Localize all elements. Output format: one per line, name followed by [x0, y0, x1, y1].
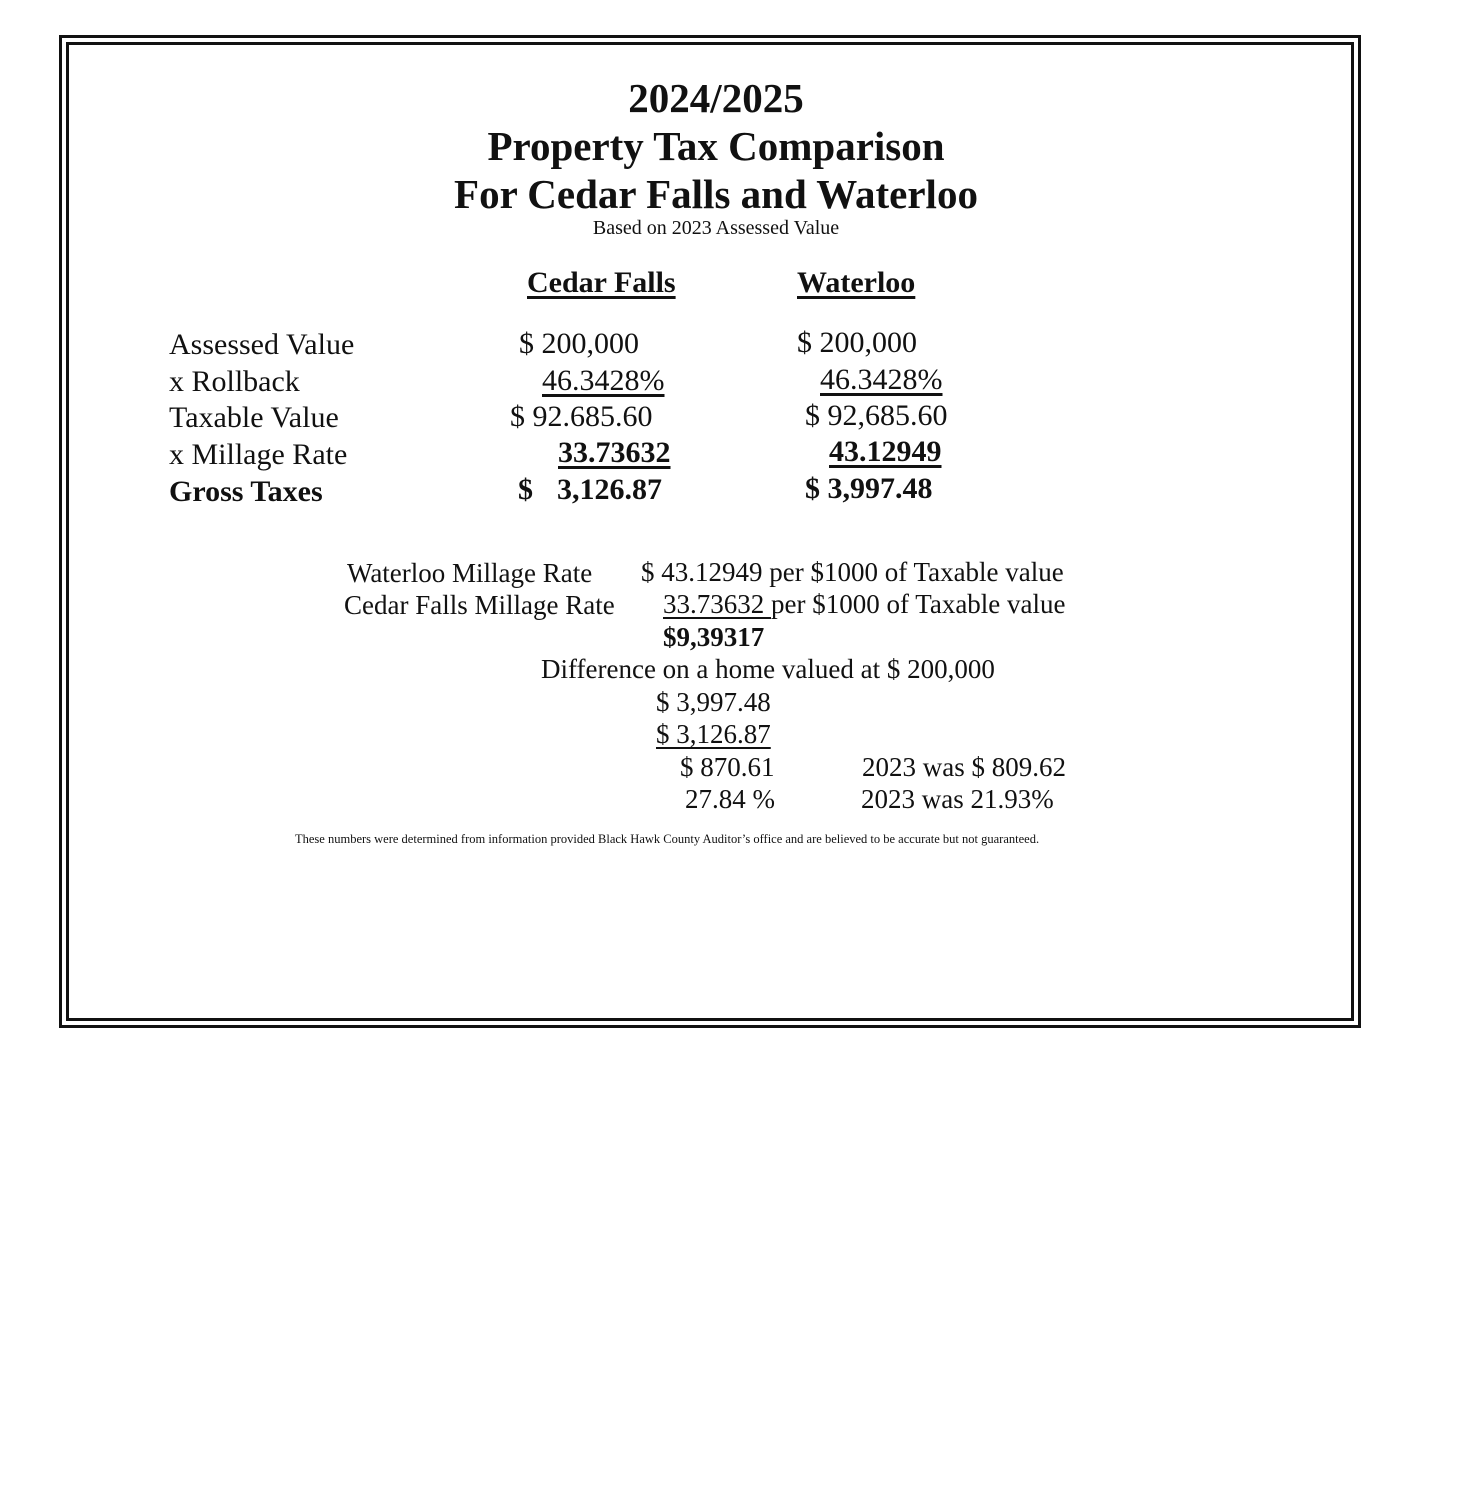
cedar-falls-assessed-value: $ 200,000 — [519, 327, 639, 360]
waterloo-taxable-value: $ 92,685.60 — [805, 399, 948, 432]
cedar-falls-millage-rate: 33.73632 — [558, 436, 671, 469]
cedar-falls-rollback: 46.3428% — [542, 364, 665, 397]
difference-cedar-falls-tax: $ 3,126.87 — [656, 719, 771, 749]
cedar-falls-millage-suffix: per $1000 of Taxable value — [771, 589, 1066, 619]
year-heading: 2024/2025 — [628, 75, 804, 121]
basis-note: Based on 2023 Assessed Value — [592, 217, 840, 239]
column-header-cedar-falls: Cedar Falls — [527, 266, 676, 299]
row-label-millage-rate: x Millage Rate — [169, 438, 348, 471]
row-label-taxable-value: Taxable Value — [169, 401, 339, 434]
row-label-rollback: x Rollback — [169, 365, 300, 398]
difference-waterloo-tax: $ 3,997.48 — [656, 687, 771, 717]
cedar-falls-gross-taxes-symbol: $ — [518, 473, 533, 506]
cedar-falls-taxable-value: $ 92.685.60 — [510, 400, 653, 433]
disclaimer-footnote: These numbers were determined from information provided Black Hawk County Auditor’s office and are believed to be accurate but not guaranteed. — [295, 832, 1040, 846]
difference-heading: Difference on a home valued at $ 200,000 — [541, 654, 995, 684]
cedar-falls-millage-label: Cedar Falls Millage Rate — [344, 590, 615, 620]
difference-amount-prior-year: 2023 was $ 809.62 — [862, 752, 1066, 782]
waterloo-millage-label: Waterloo Millage Rate — [347, 558, 593, 588]
difference-percent: 27.84 % — [685, 784, 775, 814]
row-label-gross-taxes: Gross Taxes — [169, 475, 323, 508]
cedar-falls-gross-taxes: 3,126.87 — [557, 473, 662, 506]
waterloo-rollback: 46.3428% — [820, 363, 943, 396]
row-label-assessed-value: Assessed Value — [169, 328, 355, 361]
waterloo-assessed-value: $ 200,000 — [797, 326, 917, 359]
millage-difference: $9,39317 — [663, 622, 765, 652]
page-subtitle: For Cedar Falls and Waterloo — [454, 171, 978, 217]
waterloo-gross-taxes: $ 3,997.48 — [805, 472, 933, 505]
cedar-falls-millage-value — [649, 591, 1066, 618]
cedar-falls-millage-number: 33.73632 — [663, 589, 771, 619]
page-title: Property Tax Comparison — [487, 123, 945, 169]
waterloo-millage-value: $ 43.12949 per $1000 of Taxable value — [641, 557, 1064, 587]
waterloo-millage-rate: 43.12949 — [829, 435, 942, 468]
column-header-waterloo: Waterloo — [797, 266, 916, 299]
difference-amount: $ 870.61 — [680, 752, 775, 782]
difference-percent-prior-year: 2023 was 21.93% — [861, 784, 1054, 814]
